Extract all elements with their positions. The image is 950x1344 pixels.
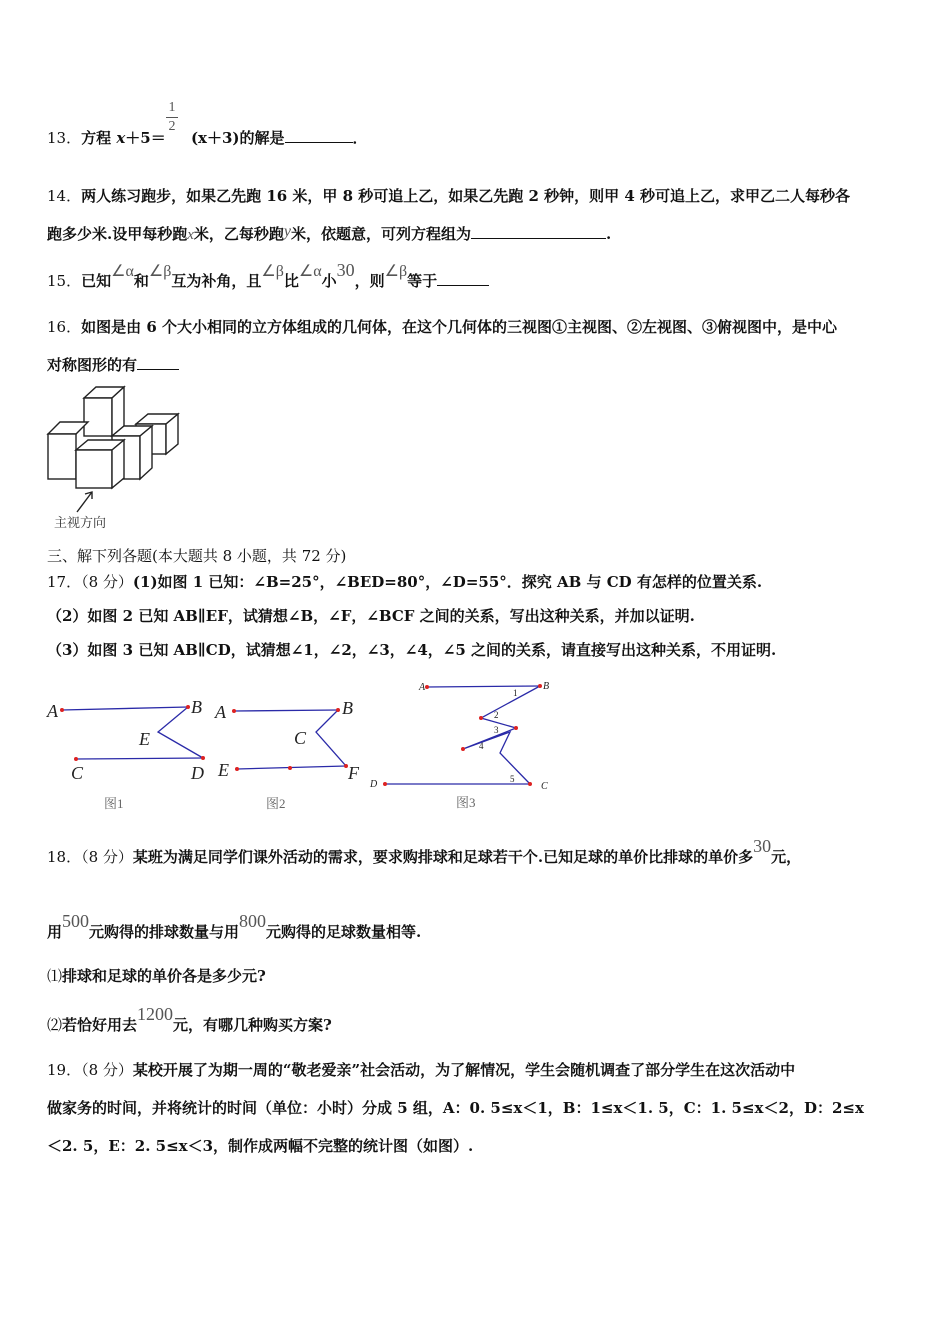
q15-f: ，则 — [354, 272, 385, 290]
fig3-caption: 图3 — [456, 795, 476, 810]
question-16 — [47, 317, 837, 337]
q15-a: 已知 — [81, 272, 112, 290]
q17-score: （8 分） — [81, 573, 133, 591]
q15-angle-beta: ∠β — [148, 263, 172, 280]
q14-answer-blank[interactable] — [471, 224, 606, 239]
q16-number: 16． — [47, 318, 82, 336]
fig2-caption: 图2 — [266, 796, 286, 811]
fig3-angle-3: 3 — [494, 725, 499, 735]
cube-front — [48, 434, 76, 479]
fraction-denominator: 2 — [168, 119, 176, 134]
question-17 — [47, 572, 762, 592]
section-3-title: 三、解下列各题(本大题共 8 小题，共 72 分) — [47, 547, 347, 565]
q15-e: 小 — [321, 272, 337, 290]
fig2-label-c: C — [294, 728, 307, 748]
q13-pre: 方程 — [81, 129, 117, 147]
question-16-line2 — [47, 355, 179, 375]
q17-part3: （3）如图 3 已知 AB∥CD，试猜想∠1，∠2，∠3，∠4，∠5 之间的关系，请直接写出这种关系，不用证明. — [47, 641, 777, 659]
q13-end: ． — [352, 129, 368, 147]
q15-b: 和 — [133, 272, 149, 290]
q19-line1: 某校开展了为期一周的“敬老爱亲”社会活动，为了解情况，学生会随机调查了部分学生在这次活动中 — [132, 1061, 796, 1079]
fig1-label-a: A — [47, 701, 58, 721]
q18-number-30: 30 — [753, 836, 772, 856]
q15-angle-beta-2: ∠β — [261, 263, 284, 280]
q17-part2: （2）如图 2 已知 AB∥EF，试猜想∠B，∠F，∠BCF 之间的关系，写出这种关系，并加以证明. — [47, 607, 695, 625]
q18-sub1-text: 排球和足球的单价各是多少元? — [62, 967, 266, 985]
q16-line1: 如图是由 6 个大小相同的立方体组成的几何体，在这个几何体的三视图①主视图、②左视图、③俯视图中，是中心 — [81, 318, 837, 336]
q18-sub2-mark: ⑵ — [47, 1016, 63, 1034]
cube-side — [140, 426, 152, 479]
figure-3 — [365, 676, 565, 812]
cube-front — [84, 398, 112, 436]
q19-line2: 做家务的时间，并将统计的时间（单位：小时）分成 5 组，A：0. 5≤x＜1，B：1≤x＜1. 5，C：1. 5≤x＜2，D：2≤x — [47, 1099, 864, 1117]
fig2-label-e: E — [218, 760, 229, 780]
q18-score: （8 分） — [81, 848, 133, 866]
fig3-angle-4: 4 — [479, 741, 484, 751]
question-19 — [47, 1060, 795, 1080]
q15-angle-alpha-2: ∠α — [298, 263, 322, 280]
q18-line1: 某班为满足同学们课外活动的需求，要求购排球和足球若干个.已知足球的单价比排球的单价多 — [132, 848, 754, 866]
q13-number: 13． — [47, 129, 82, 147]
question-15 — [47, 260, 489, 292]
question-13 — [47, 128, 368, 148]
fig1-label-d: D — [191, 763, 204, 783]
view-direction-arrow — [77, 492, 92, 512]
question-18-line2 — [47, 911, 422, 942]
question-14 — [47, 186, 850, 206]
question-17-part2 — [47, 606, 695, 626]
fig2-label-b: B — [342, 698, 353, 718]
q18-number-500: 500 — [62, 911, 90, 931]
fig1-label-b: B — [191, 697, 202, 717]
fig3-angle-1: 1 — [513, 688, 518, 698]
q15-g: 等于 — [407, 272, 438, 290]
fig2-label-a: A — [215, 702, 226, 722]
q14-end: . — [606, 225, 612, 243]
q14-var-x: x — [187, 227, 194, 243]
question-18-sub1 — [47, 966, 266, 986]
question-18 — [47, 836, 802, 867]
q14-number: 14． — [47, 187, 82, 205]
q18-number-1200: 1200 — [137, 1004, 174, 1024]
figure-1 — [40, 690, 220, 815]
q14-line2-b: 米，乙每秒跑 — [193, 225, 284, 243]
fig3-label-c: C — [541, 781, 548, 792]
q17-part1: (1)如图 1 已知：∠B=25°，∠BED=80°，∠D=55°．探究 AB 与 CD 有怎样的位置关系. — [132, 573, 763, 591]
fig1-label-e: E — [139, 729, 150, 749]
fig1-caption: 图1 — [104, 796, 124, 811]
q18-line2-a: 用 — [47, 923, 63, 941]
q18-number-800: 800 — [239, 911, 267, 931]
q18-sub2-b: 元，有哪几种购买方案? — [173, 1016, 332, 1034]
fig3-angle-5: 5 — [510, 774, 515, 784]
q15-c: 互为补角，且 — [171, 272, 262, 290]
fig3-label-a: A — [419, 682, 426, 693]
question-19-line3 — [47, 1136, 473, 1156]
q13-var-x: x — [116, 129, 126, 147]
q18-sub2-a: 若恰好用去 — [62, 1016, 138, 1034]
question-18-sub2 — [47, 1004, 332, 1035]
q14-line2-a: 跑多少米.设甲每秒跑 — [47, 225, 188, 243]
fraction-numerator: 1 — [168, 100, 176, 115]
q14-line2-c: 米，依题意，可列方程组为 — [291, 225, 472, 243]
question-19-line2 — [47, 1098, 864, 1118]
q15-number: 15． — [47, 272, 82, 290]
fig3-angle-2: 2 — [494, 710, 499, 720]
q19-line3: ＜2. 5，E：2. 5≤x＜3，制作成两幅不完整的统计图（如图）. — [47, 1137, 474, 1155]
q15-number-30: 30 — [336, 260, 355, 280]
q19-score: （8 分） — [81, 1061, 133, 1079]
question-17-part3 — [47, 640, 776, 660]
q13-mid: ＋5＝ — [125, 129, 166, 147]
fig1-label-c: C — [71, 763, 84, 783]
q18-line2-c: 元购得的足球数量相等. — [266, 923, 422, 941]
q14-line1: 两人练习跑步，如果乙先跑 16 米，甲 8 秒可追上乙，如果乙先跑 2 秒钟，则甲 4 秒可追上乙，求甲乙二人每秒各 — [81, 187, 851, 205]
q18-line2-b: 元购得的排球数量与用 — [89, 923, 240, 941]
cube-figure — [40, 382, 190, 532]
cube-top — [48, 422, 88, 434]
fig2-label-f: F — [348, 763, 359, 783]
fig3-label-b: B — [543, 681, 550, 692]
q18-line1-end: 元， — [771, 848, 802, 866]
figure-2 — [210, 690, 370, 815]
q19-number: 19． — [47, 1061, 82, 1079]
q16-line2: 对称图形的有 — [47, 356, 138, 374]
q13-answer-blank[interactable] — [285, 128, 353, 143]
q15-angle-beta-3: ∠β — [384, 263, 408, 280]
q15-d: 比 — [283, 272, 299, 290]
q18-number: 18． — [47, 848, 82, 866]
cube-front — [76, 450, 112, 488]
q13-post: (x＋3)的解是 — [185, 129, 285, 147]
q14-var-y: y — [283, 223, 292, 240]
question-14-line2 — [47, 224, 611, 245]
fig3-label-d: D — [370, 779, 378, 790]
q15-angle-alpha: ∠α — [111, 263, 134, 280]
q16-answer-blank[interactable] — [137, 355, 179, 370]
q15-answer-blank[interactable] — [437, 271, 489, 286]
view-direction-label: 主视方向 — [54, 516, 107, 531]
q17-number: 17． — [47, 573, 82, 591]
q18-sub1-mark: ⑴ — [47, 967, 63, 985]
section-3-heading — [47, 546, 346, 566]
